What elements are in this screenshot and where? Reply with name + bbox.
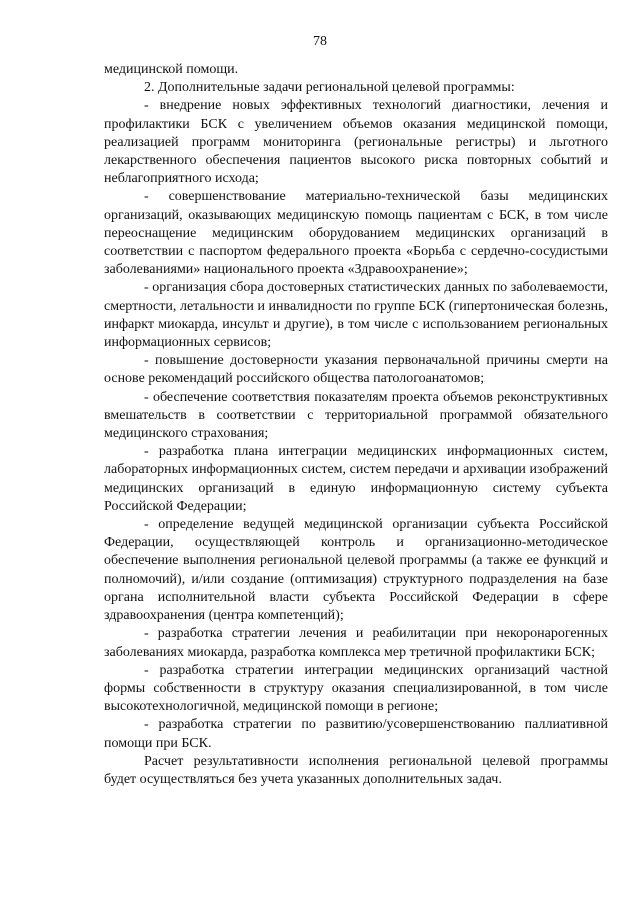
list-item-death-cause: - повышение достоверности указания первоначальной причины смерти на основе рекомендаций российского общества патологоанатомов; [104,353,608,387]
paragraph-effectiveness: Расчет результативности исполнения региональной целевой программы будет осуществляться без учета указанных дополнительных задач. [104,753,608,787]
paragraph-additional-tasks-heading: 2. Дополнительные задачи региональной целевой программы: [144,80,515,96]
list-item-statistics: - организация сбора достоверных статистических данных по заболеваемости, смертности, летальности и инвалидности по группе БСК (гипертоническая болезнь, инфаркт миокарда, инсульт и другие), в том числе с использованием региональных информационных сервисов; [104,280,608,351]
page-number: 78 [313,34,327,49]
list-item-reconstructive-volumes: - обеспечение соответствия показателям проекта объемов реконструктивных вмешательств в соответствии с территориальной программой обязательного медицинского страхования; [104,389,608,442]
list-item-private-integration: - разработка стратегии интеграции медицинских организаций частной формы собственности в структуру оказания специализированной, в том числе высокотехнологичной, медицинской помощи в регионе; [104,662,608,715]
paragraph-continuation: медицинской помощи. [104,62,239,77]
list-item-information-systems: - разработка плана интеграции медицинских информационных систем, лабораторных информационных систем, систем передачи и архивации изображений медицинских организаций в единую информационную систему субъекта Российской Федерации; [104,444,608,514]
body-text [104,61,608,789]
list-item-material-base: - совершенствование материально-технической базы медицинских организаций, оказывающих медицинскую помощь пациентам с БСК, в том числе переоснащение медицинским оборудованием медицинских организаций в соответствии с паспортом федерального проекта «Борьба с сердечно-сосудистыми заболеваниями» национального проекта «Здравоохранение»; [104,189,608,278]
list-item-treatment-strategy: - разработка стратегии лечения и реабилитации при некоронарогенных заболеваниях миокарда, разработка комплекса мер третичной профилактики БСК; [104,626,608,660]
list-item-lead-organization: - определение ведущей медицинской организации субъекта Российской Федерации, осуществляющей контроль и организационно-методическое обеспечение выполнения региональной целевой программы (а также ее функций и полномочий), и/или создание (оптимизация) структурного подразделения на базе органа исполнительной власти субъекта Российской Федерации в сфере здравоохранения (центра компетенций); [104,517,608,624]
list-item-palliative-care: - разработка стратегии по развитию/усовершенствованию паллиативной помощи при БСК. [104,717,608,751]
list-item-new-technologies: - внедрение новых эффективных технологий диагностики, лечения и профилактики БСК с увеличением объемов оказания медицинской помощи, реализацией программ мониторинга (региональные регистры) и льготного лекарственного обеспечения пациентов высокого риска повторных событий и неблагоприятного исхода; [104,98,608,187]
